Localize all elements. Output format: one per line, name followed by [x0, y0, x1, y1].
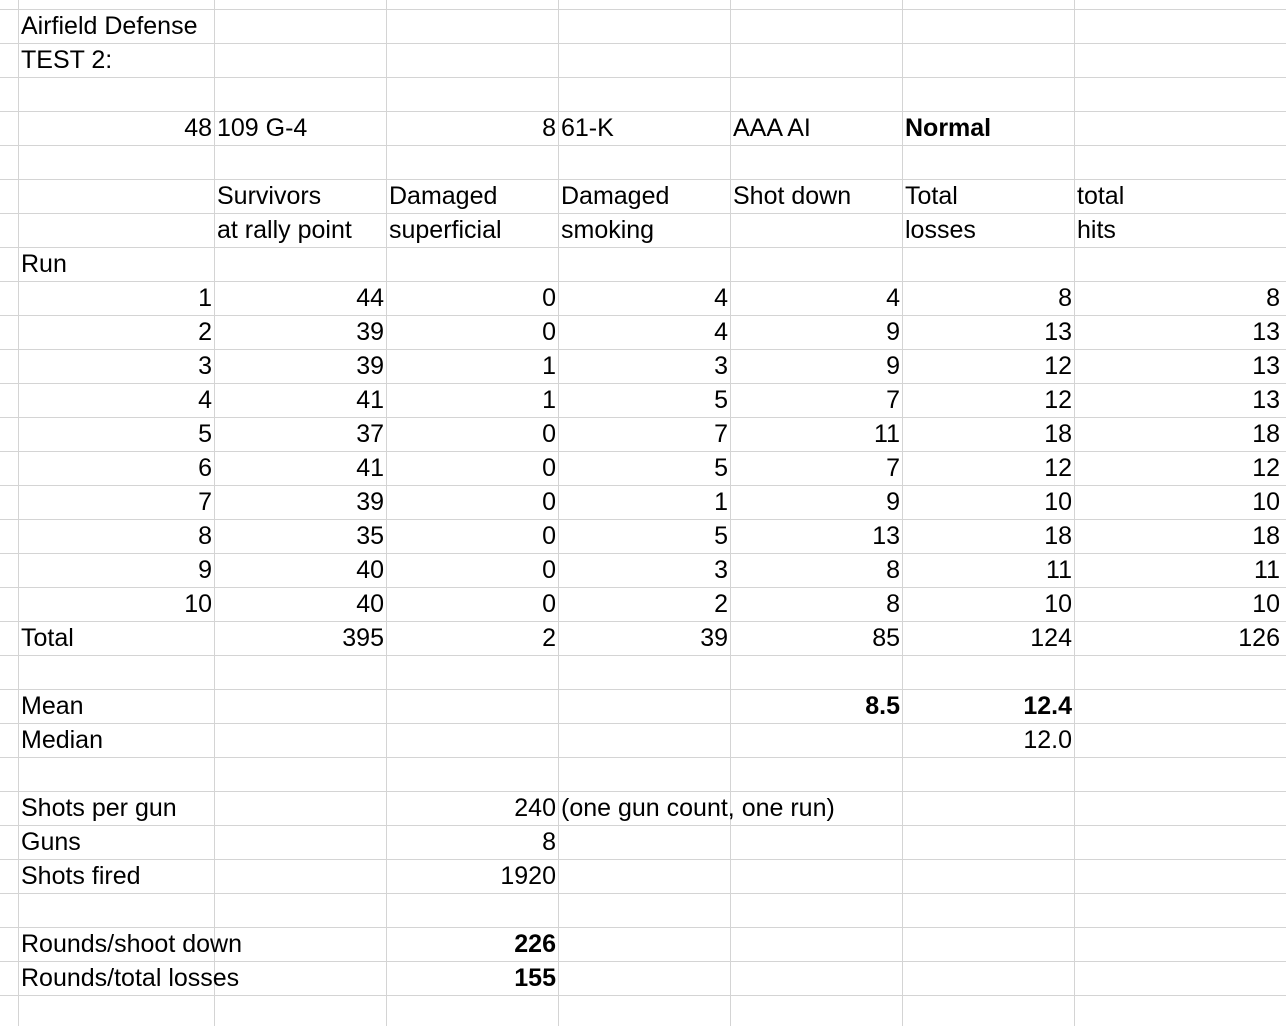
header-damaged-smoking-2[interactable]: smoking	[561, 216, 655, 244]
shots-per-gun-value[interactable]: 240	[514, 794, 556, 822]
cell-run-number[interactable]: 5	[198, 420, 212, 448]
guns-type-cell[interactable]: 61-K	[561, 114, 614, 142]
cell-total-hits[interactable]: 18	[1252, 522, 1280, 550]
sheet-title[interactable]: Airfield Defense	[21, 12, 198, 40]
cell-damaged-superficial[interactable]: 1	[542, 386, 556, 414]
cell-shot-down[interactable]: 9	[886, 352, 900, 380]
cell-total-hits[interactable]: 13	[1252, 386, 1280, 414]
header-survivors-1[interactable]: Survivors	[217, 182, 322, 210]
cell-survivors[interactable]: 41	[356, 454, 384, 482]
cell-total-hits[interactable]: 13	[1252, 318, 1280, 346]
mean-label[interactable]: Mean	[21, 692, 84, 720]
shots-per-gun-note[interactable]: (one gun count, one run)	[561, 794, 835, 822]
cell-damaged-smoking[interactable]: 5	[714, 454, 728, 482]
cell-damaged-smoking[interactable]: 5	[714, 522, 728, 550]
cell-survivors[interactable]: 44	[356, 284, 384, 312]
total-damaged-superficial[interactable]: 2	[542, 624, 556, 652]
cell-total-hits[interactable]: 8	[1266, 284, 1280, 312]
cell-damaged-superficial[interactable]: 0	[542, 284, 556, 312]
cell-shot-down[interactable]: 8	[886, 556, 900, 584]
rounds-shoot-down-label[interactable]: Rounds/shoot down	[21, 930, 242, 958]
cell-total-losses[interactable]: 10	[1044, 590, 1072, 618]
cell-survivors[interactable]: 41	[356, 386, 384, 414]
total-hits[interactable]: 126	[1238, 624, 1280, 652]
shots-fired-label[interactable]: Shots fired	[21, 862, 141, 890]
header-survivors-2[interactable]: at rally point	[217, 216, 352, 244]
rounds-total-losses-value[interactable]: 155	[514, 964, 556, 992]
cell-damaged-superficial[interactable]: 0	[542, 454, 556, 482]
cell-run-number[interactable]: 2	[198, 318, 212, 346]
ai-level-cell[interactable]: Normal	[905, 114, 992, 142]
gridline-row	[0, 655, 1286, 656]
cell-total-losses[interactable]: 12	[1044, 454, 1072, 482]
shots-fired-value[interactable]: 1920	[500, 862, 556, 890]
gridline-row	[0, 77, 1286, 78]
cell-shot-down[interactable]: 8	[886, 590, 900, 618]
cell-total-hits[interactable]: 10	[1252, 590, 1280, 618]
total-damaged-smoking[interactable]: 39	[700, 624, 728, 652]
cell-damaged-superficial[interactable]: 0	[542, 318, 556, 346]
total-label[interactable]: Total	[21, 624, 74, 652]
mean-total-losses[interactable]: 12.4	[1023, 692, 1072, 720]
sheet-subtitle[interactable]: TEST 2:	[21, 46, 113, 74]
median-label[interactable]: Median	[21, 726, 103, 754]
cell-total-losses[interactable]: 13	[1044, 318, 1072, 346]
shots-per-gun-label[interactable]: Shots per gun	[21, 794, 177, 822]
header-total-hits-2[interactable]: hits	[1077, 216, 1116, 244]
cell-damaged-superficial[interactable]: 0	[542, 488, 556, 516]
median-total-losses[interactable]: 12.0	[1023, 726, 1072, 754]
cell-shot-down[interactable]: 7	[886, 386, 900, 414]
cell-run-number[interactable]: 3	[198, 352, 212, 380]
cell-total-losses[interactable]: 12	[1044, 352, 1072, 380]
total-losses[interactable]: 124	[1030, 624, 1072, 652]
mean-shot-down[interactable]: 8.5	[865, 692, 900, 720]
cell-total-losses[interactable]: 11	[1046, 556, 1072, 584]
cell-total-losses[interactable]: 8	[1058, 284, 1072, 312]
cell-damaged-smoking[interactable]: 2	[714, 590, 728, 618]
gridline-row	[0, 757, 1286, 758]
cell-total-losses[interactable]: 18	[1044, 522, 1072, 550]
cell-run-number[interactable]: 6	[198, 454, 212, 482]
cell-damaged-smoking[interactable]: 5	[714, 386, 728, 414]
cell-run-number[interactable]: 1	[198, 284, 212, 312]
cell-total-losses[interactable]: 18	[1044, 420, 1072, 448]
header-total-losses-2[interactable]: losses	[905, 216, 976, 244]
rounds-total-losses-label[interactable]: Rounds/total losses	[21, 964, 240, 992]
cell-total-hits[interactable]: 13	[1252, 352, 1280, 380]
cell-total-losses[interactable]: 10	[1044, 488, 1072, 516]
cell-shot-down[interactable]: 13	[872, 522, 900, 550]
header-damaged-superficial-2[interactable]: superficial	[389, 216, 502, 244]
cell-survivors[interactable]: 35	[356, 522, 384, 550]
cell-survivors[interactable]: 37	[356, 420, 384, 448]
cell-shot-down[interactable]: 4	[886, 284, 900, 312]
header-damaged-smoking-1[interactable]: Damaged	[561, 182, 670, 210]
cell-shot-down[interactable]: 11	[874, 420, 900, 448]
cell-damaged-smoking[interactable]: 4	[714, 318, 728, 346]
cell-run-number[interactable]: 10	[184, 590, 212, 618]
cell-survivors[interactable]: 39	[356, 488, 384, 516]
header-shot-down[interactable]: Shot down	[733, 182, 852, 210]
cell-total-losses[interactable]: 12	[1044, 386, 1072, 414]
cell-survivors[interactable]: 39	[356, 318, 384, 346]
fighters-type-cell[interactable]: 109 G-4	[217, 114, 308, 142]
guns-value[interactable]: 8	[542, 828, 556, 856]
cell-run-number[interactable]: 7	[198, 488, 212, 516]
cell-total-hits[interactable]: 11	[1254, 556, 1280, 584]
cell-damaged-superficial[interactable]: 0	[542, 522, 556, 550]
cell-run-number[interactable]: 9	[198, 556, 212, 584]
total-shot-down[interactable]: 85	[872, 624, 900, 652]
run-label[interactable]: Run	[21, 250, 67, 278]
cell-run-number[interactable]: 4	[198, 386, 212, 414]
cell-damaged-smoking[interactable]: 3	[714, 556, 728, 584]
fighters-count-cell[interactable]: 48	[184, 114, 212, 142]
cell-damaged-smoking[interactable]: 4	[714, 284, 728, 312]
ai-label-cell[interactable]: AAA AI	[733, 114, 811, 142]
cell-damaged-superficial[interactable]: 1	[542, 352, 556, 380]
cell-damaged-smoking[interactable]: 7	[714, 420, 728, 448]
cell-survivors[interactable]: 40	[356, 590, 384, 618]
total-survivors[interactable]: 395	[342, 624, 384, 652]
guns-count-cell[interactable]: 8	[542, 114, 556, 142]
cell-survivors[interactable]: 40	[356, 556, 384, 584]
cell-survivors[interactable]: 39	[356, 352, 384, 380]
cell-total-hits[interactable]: 18	[1252, 420, 1280, 448]
header-total-losses-1[interactable]: Total	[905, 182, 958, 210]
cell-run-number[interactable]: 8	[198, 522, 212, 550]
cell-total-hits[interactable]: 10	[1252, 488, 1280, 516]
rounds-shoot-down-value[interactable]: 226	[514, 930, 556, 958]
header-total-hits-1[interactable]: total	[1077, 182, 1125, 210]
cell-shot-down[interactable]: 7	[886, 454, 900, 482]
gridline-row	[0, 893, 1286, 894]
guns-label[interactable]: Guns	[21, 828, 81, 856]
cell-damaged-smoking[interactable]: 3	[714, 352, 728, 380]
cell-damaged-smoking[interactable]: 1	[714, 488, 728, 516]
gridline-row	[0, 995, 1286, 996]
gridline-row	[0, 145, 1286, 146]
header-damaged-superficial-1[interactable]: Damaged	[389, 182, 498, 210]
cell-total-hits[interactable]: 12	[1252, 454, 1280, 482]
cell-damaged-superficial[interactable]: 0	[542, 556, 556, 584]
cell-damaged-superficial[interactable]: 0	[542, 420, 556, 448]
cell-shot-down[interactable]: 9	[886, 318, 900, 346]
cell-damaged-superficial[interactable]: 0	[542, 590, 556, 618]
cell-shot-down[interactable]: 9	[886, 488, 900, 516]
